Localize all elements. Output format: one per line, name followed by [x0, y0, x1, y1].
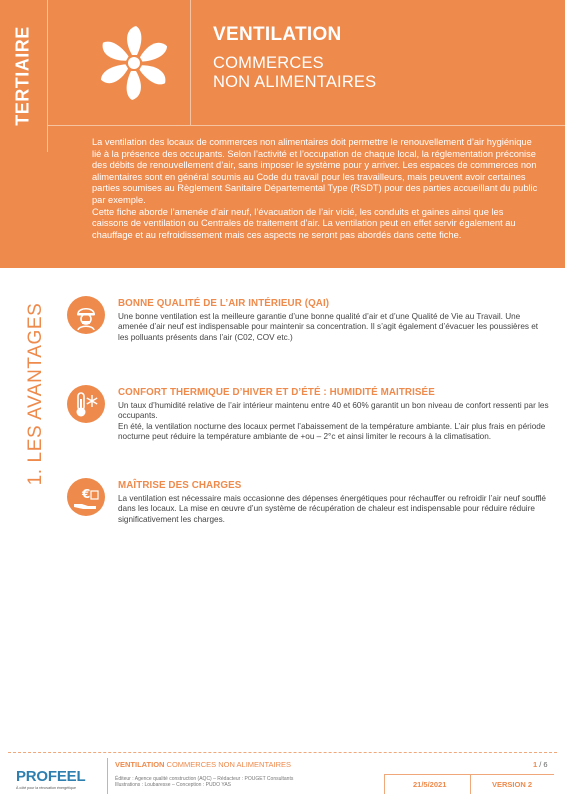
footer-version: VERSION 2 [492, 780, 533, 789]
section-label: 1. LES AVANTAGES [25, 302, 46, 486]
svg-text:€: € [82, 487, 91, 501]
fan-icon [95, 24, 173, 102]
footer-divider [8, 752, 557, 753]
footer-title-bold: VENTILATION [115, 760, 165, 769]
divider [190, 0, 191, 125]
page-subtitle [213, 54, 376, 92]
footer-credits [115, 776, 345, 788]
footer-divider [384, 774, 554, 775]
intro-paragraph: La ventilation des locaux de commerces non alimentaires doit permettre le renouvellement d’air hygiénique lié à la présence des occupants. Selon l’activité et l’occupation de chaque local, la réglementation préconise des débits de renouvellement d’air, sans imposer le système pour y arriver. Les espaces de commerces non alimentaires sont en général soumis au Code du travail pour les travailleurs, mais peuvent avoir certaines parties soumises au Règlement Sanitaire Départemental Type (RSDT) pour des parties accueillant du public par exemple. [92, 137, 538, 205]
header-band [0, 0, 565, 268]
footer-separator [384, 774, 385, 794]
advantage-text: Une bonne ventilation est la meilleure garantie d’une bonne qualité d’air et d’une Qualité de Vie au Travail. Une amenée d’air neuf est indispensable pour maintenir sa concentration. Il s’agit également d’évacuer les poussières et les polluants présents dans l’air (C02, COV etc.) [118, 312, 539, 342]
credits-line: Illustrations : Loubaresse – Conception : PUDO YAS [115, 782, 231, 788]
advantage-title: BONNE QUALITÉ DE L’AIR INTÉRIEUR (QAI) [118, 298, 330, 309]
page-current: 1 [533, 760, 538, 769]
logo-word: PROFEEL [16, 768, 86, 785]
advantage-text: Un taux d’humidité relative de l’air intérieur maintenu entre 40 et 60% garantit un bon niveau de confort ressenti par les occupants. En été, la ventilation nocturne des locaux permet l’abaissement de la température ambiante. L’air plus frais en période nocturne peut réduire la température ambiante de +ou – 2°c et ainsi limiter le recours à la climatisation. [118, 401, 549, 442]
logo-tagline: À côté pour la rénovation énergétique [16, 786, 76, 790]
credits-line: Éditeur : Agence qualité construction (AQC) – Rédacteur : POUGET Consultants [115, 776, 294, 782]
subtitle-line: COMMERCES [213, 54, 324, 72]
advantage-title: MAÎTRISE DES CHARGES [118, 480, 242, 491]
footer-separator [470, 774, 471, 794]
worker-mask-icon [67, 296, 105, 334]
footer-title [115, 760, 291, 769]
intro-text [92, 137, 540, 241]
subtitle-line: NON ALIMENTAIRES [213, 73, 377, 91]
advantage-title: CONFORT THERMIQUE D’HIVER ET D’ÉTÉ : HUMIDITÉ MAITRISÉE [118, 387, 435, 398]
side-tab [0, 0, 47, 152]
page-number [533, 760, 548, 769]
footer-title-rest: COMMERCES NON ALIMENTAIRES [164, 760, 291, 769]
footer-separator [107, 758, 108, 794]
thermometer-snow-icon [67, 385, 105, 423]
euro-hand-icon [67, 478, 105, 516]
page-title: VENTILATION [213, 24, 342, 45]
divider [47, 125, 565, 126]
intro-paragraph: Cette fiche aborde l’amenée d’air neuf, l’évacuation de l’air vicié, les conduits et gaines ainsi que les caissons de ventilation ou Centrales de traitement d’air. La ventilation peut en effet servir également au chauffage et au refroidissement mais ces aspects ne seront pas abordés dans cette fiche. [92, 206, 516, 240]
side-tab-label: TERTIAIRE [12, 26, 33, 126]
footer-date: 21/5/2021 [413, 780, 447, 789]
advantage-text: La ventilation est nécessaire mais occasionne des dépenses énergétiques pour réchauffer ou refroidir l’air neuf soufflé dans les locaux. La mise en œuvre d’un système de récupération de chaleur est indispensable pour réduire réduire significativement les charges. [118, 494, 546, 524]
divider [47, 0, 48, 152]
page-total: / 6 [537, 760, 548, 769]
profeel-logo [16, 766, 100, 794]
